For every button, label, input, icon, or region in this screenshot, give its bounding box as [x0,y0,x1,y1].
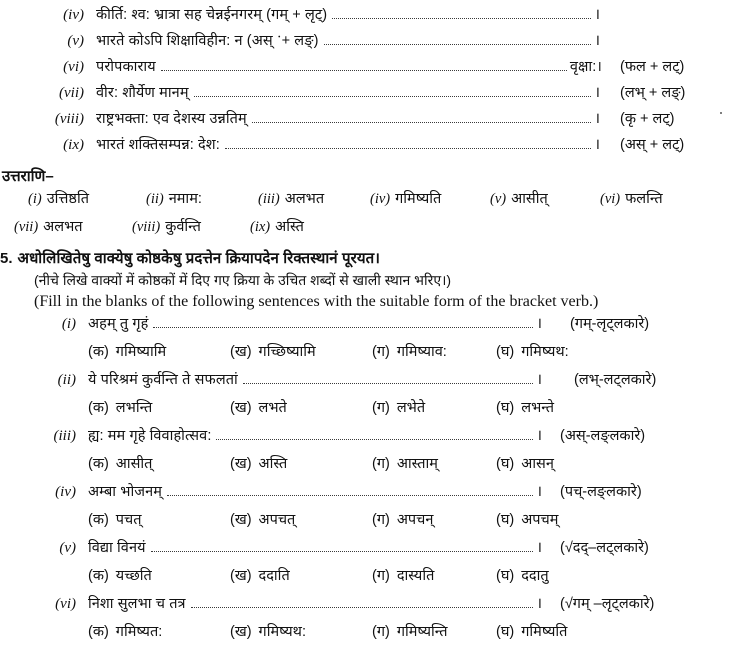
answer-number: (ix) [250,219,271,235]
option-key: (ख) [230,456,252,472]
options-row [0,509,730,537]
option-key: (ख) [230,344,252,360]
options-row [0,397,730,425]
answer-value: कुर्वन्ति [165,219,201,235]
option-value: अस्ति [258,456,288,472]
exercise-continuation-list [0,0,730,160]
item-bracket-hint: (अस् + लट्) [620,137,685,153]
item-stem: ये परिश्रमं कुर्वन्ति ते सफलतां [88,372,238,388]
blank-line[interactable] [332,18,591,19]
item-bracket-hint: (लभ्-लट्लकारे) [574,372,657,388]
option-value: अपचत् [258,512,296,528]
option-key: (क) [88,512,109,528]
exercise-row [0,30,730,56]
question-5-block [0,248,730,649]
option-key: (ग) [372,512,390,528]
option-d[interactable] [496,565,626,585]
option-value: अपचम् [521,512,559,528]
question-row [0,481,730,509]
option-key: (घ) [496,456,515,472]
scan-artifact-dot [720,112,722,114]
item-danda: । [536,427,542,444]
answer-value: नमाम: [168,191,202,207]
item-number: (iii) [53,428,76,444]
item-stem: ह्य: मम गृहे विवाहोत्सव: [88,428,212,444]
answer-number: (viii) [132,219,161,235]
item-trailing-word: वृक्षा:। [569,59,602,75]
item-stem: कीर्ति: श्व: भ्रात्रा सह चेन्नईनगरम् (गम् + लृट्) [96,7,328,23]
options-row [0,565,730,593]
option-a[interactable] [88,341,230,361]
blank-line[interactable] [243,383,533,384]
answer-value: उत्तिष्ठति [46,191,89,207]
option-d[interactable] [496,341,626,361]
item-stem: निशा सुलभा च तत्र [88,596,186,612]
option-a[interactable] [88,621,230,641]
item-number: (v) [59,540,76,556]
option-value: ददातु [521,568,549,584]
item-bracket-hint: (पच्-लङ्लकारे) [560,484,642,500]
option-d[interactable] [496,397,626,417]
answer-item [250,216,304,236]
option-key: (ग) [372,624,390,640]
item-stem: वीर: शौर्येण मानम् [96,85,189,101]
question-row [0,537,730,565]
answers-row [0,188,730,214]
option-c[interactable] [372,565,496,585]
blank-line[interactable] [225,148,591,149]
option-a[interactable] [88,509,230,529]
option-key: (ग) [372,568,390,584]
options-row [0,621,730,649]
item-bracket-hint: (√गम् –लृट्लकारे) [560,596,655,612]
item-bracket-hint: (√दद्–लट्लकारे) [560,540,649,556]
item-danda: । [594,6,600,23]
answer-number: (iv) [370,191,391,207]
option-value: आसन् [521,456,554,472]
option-key: (ग) [372,344,390,360]
exercise-row [0,56,730,82]
option-key: (घ) [496,400,515,416]
answer-value: गमिष्यति [395,191,442,207]
blank-line[interactable] [151,551,534,552]
item-danda: । [536,539,542,556]
option-value: गमिष्यति [521,624,568,640]
item-stem: अहम् तु गृहं [88,316,149,332]
option-value: लभते [258,400,287,416]
option-b[interactable] [230,341,372,361]
option-value: गमिष्यथ: [258,624,306,640]
option-value: गमिष्यथ: [521,344,569,360]
option-key: (ग) [372,456,390,472]
option-value: आस्ताम् [396,456,438,472]
option-key: (क) [88,568,109,584]
answer-number: (ii) [146,191,164,207]
blank-line[interactable] [252,122,592,123]
question-5-hindi-instruction: (नीचे लिखे वाक्यों में कोष्ठकों में दिए गए क्रिया के उचित शब्दों से खाली स्थान भरिए।) [34,272,452,288]
option-a[interactable] [88,397,230,417]
answer-item [370,188,490,208]
option-value: लभेते [396,400,426,416]
question-5-title: अधोलिखितेषु वाक्येषु कोष्ठकेषु प्रदत्तेन क्रियापदेन रिक्तस्थानं पूरयत। [17,250,381,267]
option-d[interactable] [496,509,626,529]
item-number: (iv) [55,484,76,500]
blank-line[interactable] [161,70,567,71]
answer-item [490,188,600,208]
option-key: (घ) [496,512,515,528]
option-value: दास्यति [396,568,435,584]
answer-item [258,188,370,208]
question-5-number: 5. [0,250,13,267]
item-number: (vi) [55,596,76,612]
option-c[interactable] [372,621,496,641]
blank-line[interactable] [153,327,533,328]
option-value: लभन्ति [115,400,153,416]
item-stem: विद्या विनयं [88,540,146,556]
option-value: पचत् [115,512,142,528]
answer-number: (vi) [600,191,621,207]
option-c[interactable] [372,341,496,361]
option-c[interactable] [372,453,496,473]
option-value: गमिष्यामि [115,344,167,360]
question-5-english-instruction: (Fill in the blanks of the following sentences with the suitable form of the bracket verb.) [34,293,599,310]
option-key: (क) [88,624,109,640]
item-danda: । [594,110,600,127]
options-row [0,341,730,369]
option-a[interactable] [88,565,230,585]
option-key: (ख) [230,512,252,528]
option-value: गमिष्याव: [396,344,447,360]
option-key: (क) [88,400,109,416]
item-danda: । [594,136,600,153]
option-key: (ख) [230,400,252,416]
question-row [0,593,730,621]
question-row [0,313,730,341]
item-stem: राष्ट्रभक्ता: एव देशस्य उन्नतिम् [96,111,247,127]
answer-item [600,188,663,208]
answer-item [0,188,146,208]
answer-value: आसीत् [511,191,548,207]
answer-number: (iii) [258,191,280,207]
option-d[interactable] [496,621,626,641]
option-b[interactable] [230,509,372,529]
item-stem: भारतं शक्तिसम्पन्न: देश: [96,137,220,153]
item-bracket-hint: (लभ् + लङ्) [620,85,686,101]
answer-number: (i) [28,191,42,207]
item-stem: अम्बा भोजनम् [88,484,163,500]
exercise-row [0,82,730,108]
blank-line[interactable] [324,44,592,45]
answer-value: फलन्ति [625,191,663,207]
option-key: (ग) [372,400,390,416]
option-key: (ख) [230,624,252,640]
item-number: (v) [67,33,84,49]
answers-heading: उत्तराणि– [2,168,54,185]
exercise-row [0,134,730,160]
option-b[interactable] [230,453,372,473]
item-danda: । [594,32,600,49]
item-number: (ix) [63,137,84,153]
option-a[interactable] [88,453,230,473]
item-number: (i) [61,316,76,332]
item-number: (viii) [54,111,84,127]
item-bracket-hint: (कृ + लट्) [620,111,675,127]
answer-item [132,216,250,236]
answer-number: (vii) [14,219,39,235]
option-b[interactable] [230,565,372,585]
item-number: (vii) [59,85,84,101]
option-value: आसीत् [115,456,153,472]
option-value: अपचन् [396,512,434,528]
answer-value: अलभत [284,191,325,207]
blank-line[interactable] [167,495,533,496]
answers-row [0,216,730,242]
blank-line[interactable] [216,439,533,440]
item-danda: । [536,483,542,500]
option-key: (घ) [496,568,515,584]
item-danda: । [536,371,542,388]
option-key: (घ) [496,624,515,640]
answer-value: अस्ति [275,219,304,235]
item-danda: । [594,84,600,101]
item-number: (ii) [57,372,76,388]
item-number: (vi) [63,59,84,75]
answer-number: (v) [490,191,507,207]
item-danda: । [536,315,542,332]
answers-section [0,166,730,242]
option-d[interactable] [496,453,626,473]
option-key: (ख) [230,568,252,584]
option-value: ददाति [258,568,290,584]
item-danda: । [536,595,542,612]
exercise-row [0,108,730,134]
option-value: गमिष्यत: [115,624,163,640]
item-stem: परोपकाराय [96,59,156,75]
answer-value: अलभत [43,219,83,235]
question-row [0,369,730,397]
option-c[interactable] [372,397,496,417]
item-bracket-hint: (फल + लट्) [620,59,685,75]
exercise-row [0,4,730,30]
options-row [0,453,730,481]
blank-line[interactable] [194,96,592,97]
option-value: गच्छिष्यामि [258,344,316,360]
option-b[interactable] [230,397,372,417]
item-stem: भारते कोऽपि शिक्षाविहीन: न (अस् ॱ+ लङ्) [96,33,319,49]
item-bracket-hint: (गम्-लृट्लकारे) [570,316,650,332]
option-value: यच्छति [115,568,152,584]
option-b[interactable] [230,621,372,641]
question-5-heading [0,248,730,268]
option-key: (क) [88,344,109,360]
option-key: (क) [88,456,109,472]
item-number: (iv) [63,7,84,23]
option-value: लभन्ते [521,400,554,416]
item-bracket-hint: (अस्-लङ्लकारे) [560,428,646,444]
option-key: (घ) [496,344,515,360]
option-value: गमिष्यन्ति [396,624,448,640]
answer-item [146,188,258,208]
option-c[interactable] [372,509,496,529]
blank-line[interactable] [191,607,534,608]
answer-item [0,216,132,236]
question-row [0,425,730,453]
